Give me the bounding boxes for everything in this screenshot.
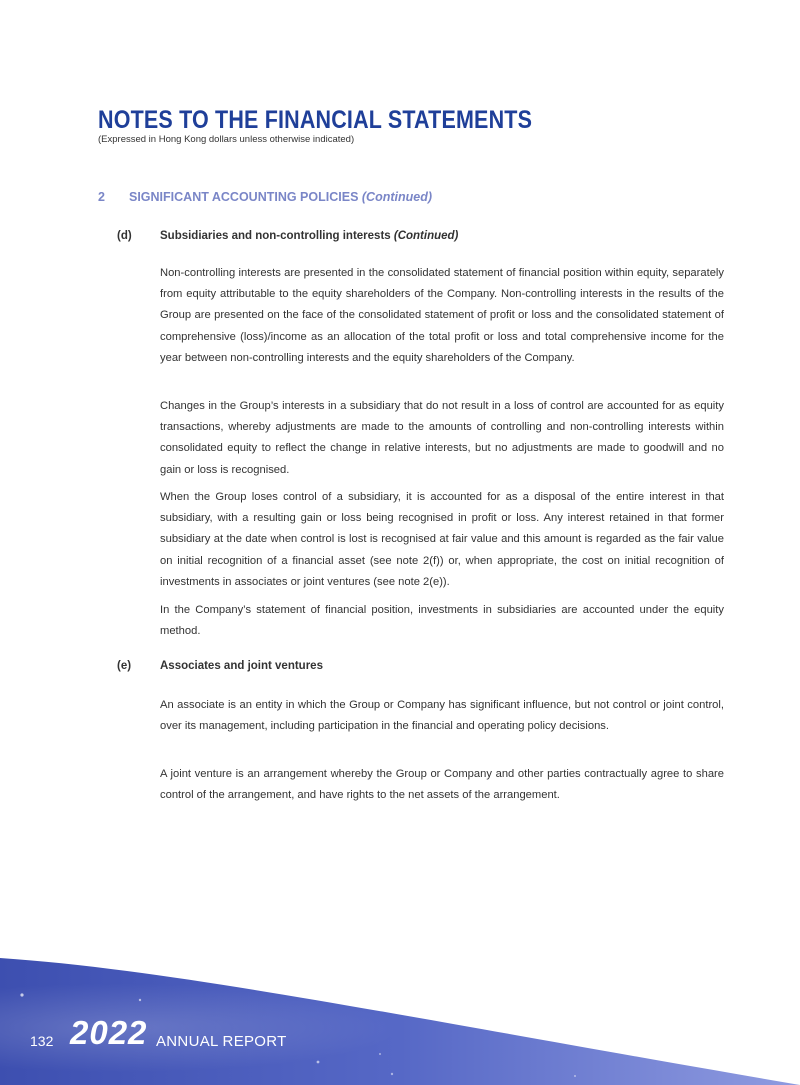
section-continued: (Continued) xyxy=(361,190,433,204)
subsection-e-heading xyxy=(117,660,323,672)
paragraph-d-2: Changes in the Group’s interests in a subsidiary that do not result in a loss of control are accounted for as equity transactions, whereby adjustments are made to the amounts of controlling and non-controlling interests within consolidated equity to reflect the change in relative interests, but no adjustments are made to goodwill and no gain or loss is recognised. xyxy=(160,400,724,476)
page-title: NOTES TO THE FINANCIAL STATEMENTS xyxy=(98,106,533,134)
report-year: 2022 xyxy=(70,1014,148,1051)
subsection-d-heading xyxy=(117,230,458,242)
section-title: SIGNIFICANT ACCOUNTING POLICIES xyxy=(129,190,359,204)
subsection-e-letter: (e) xyxy=(117,660,132,672)
paragraph-d-1: Non-controlling interests are presented in the consolidated statement of financial position within equity, separately from equity attributable to the equity shareholders of the Company. Non-controlling interests in the results of the Group are presented on the face of the consolidated statement of profit or loss and the consolidated statement of comprehensive (loss)/income as an allocation of the total profit or loss and total comprehensive income for the year between non-controlling interests and the equity shareholders of the Company. xyxy=(160,267,724,364)
section-heading xyxy=(98,190,432,204)
subsection-d-title: Subsidiaries and non-controlling interests xyxy=(160,230,391,242)
paragraph-d-4: In the Company’s statement of financial position, investments in subsidiaries are accounted under the equity method. xyxy=(160,604,724,638)
section-number: 2 xyxy=(98,190,105,204)
subsection-e-title: Associates and joint ventures xyxy=(160,660,323,672)
subsection-d-letter: (d) xyxy=(117,230,132,242)
paragraph-e-1: An associate is an entity in which the Group or Company has significant influence, but not control or joint control, over its management, including participation in the financial and operating policy decisions. xyxy=(160,699,724,733)
paragraph-e-2: A joint venture is an arrangement whereby the Group or Company and other parties contractually agree to share control of the arrangement, and have rights to the net assets of the arrangement. xyxy=(160,768,724,802)
report-label: ANNUAL REPORT xyxy=(156,1033,287,1050)
subsection-d-continued: (Continued) xyxy=(393,230,459,242)
paragraph-d-3: When the Group loses control of a subsidiary, it is accounted for as a disposal of the entire interest in that subsidiary, with a resulting gain or loss being recognised in profit or loss. Any interest retained in that former subsidiary at the date when control is lost is recognised at fair value and this amount is regarded as the fair value on initial recognition of a financial asset (see note 2(f)) or, when appropriate, the cost on initial recognition of investments in associates or joint ventures (see note 2(e)). xyxy=(160,491,724,588)
page-number: 132 xyxy=(30,1033,54,1049)
page-subtitle: (Expressed in Hong Kong dollars unless otherwise indicated) xyxy=(98,134,355,145)
